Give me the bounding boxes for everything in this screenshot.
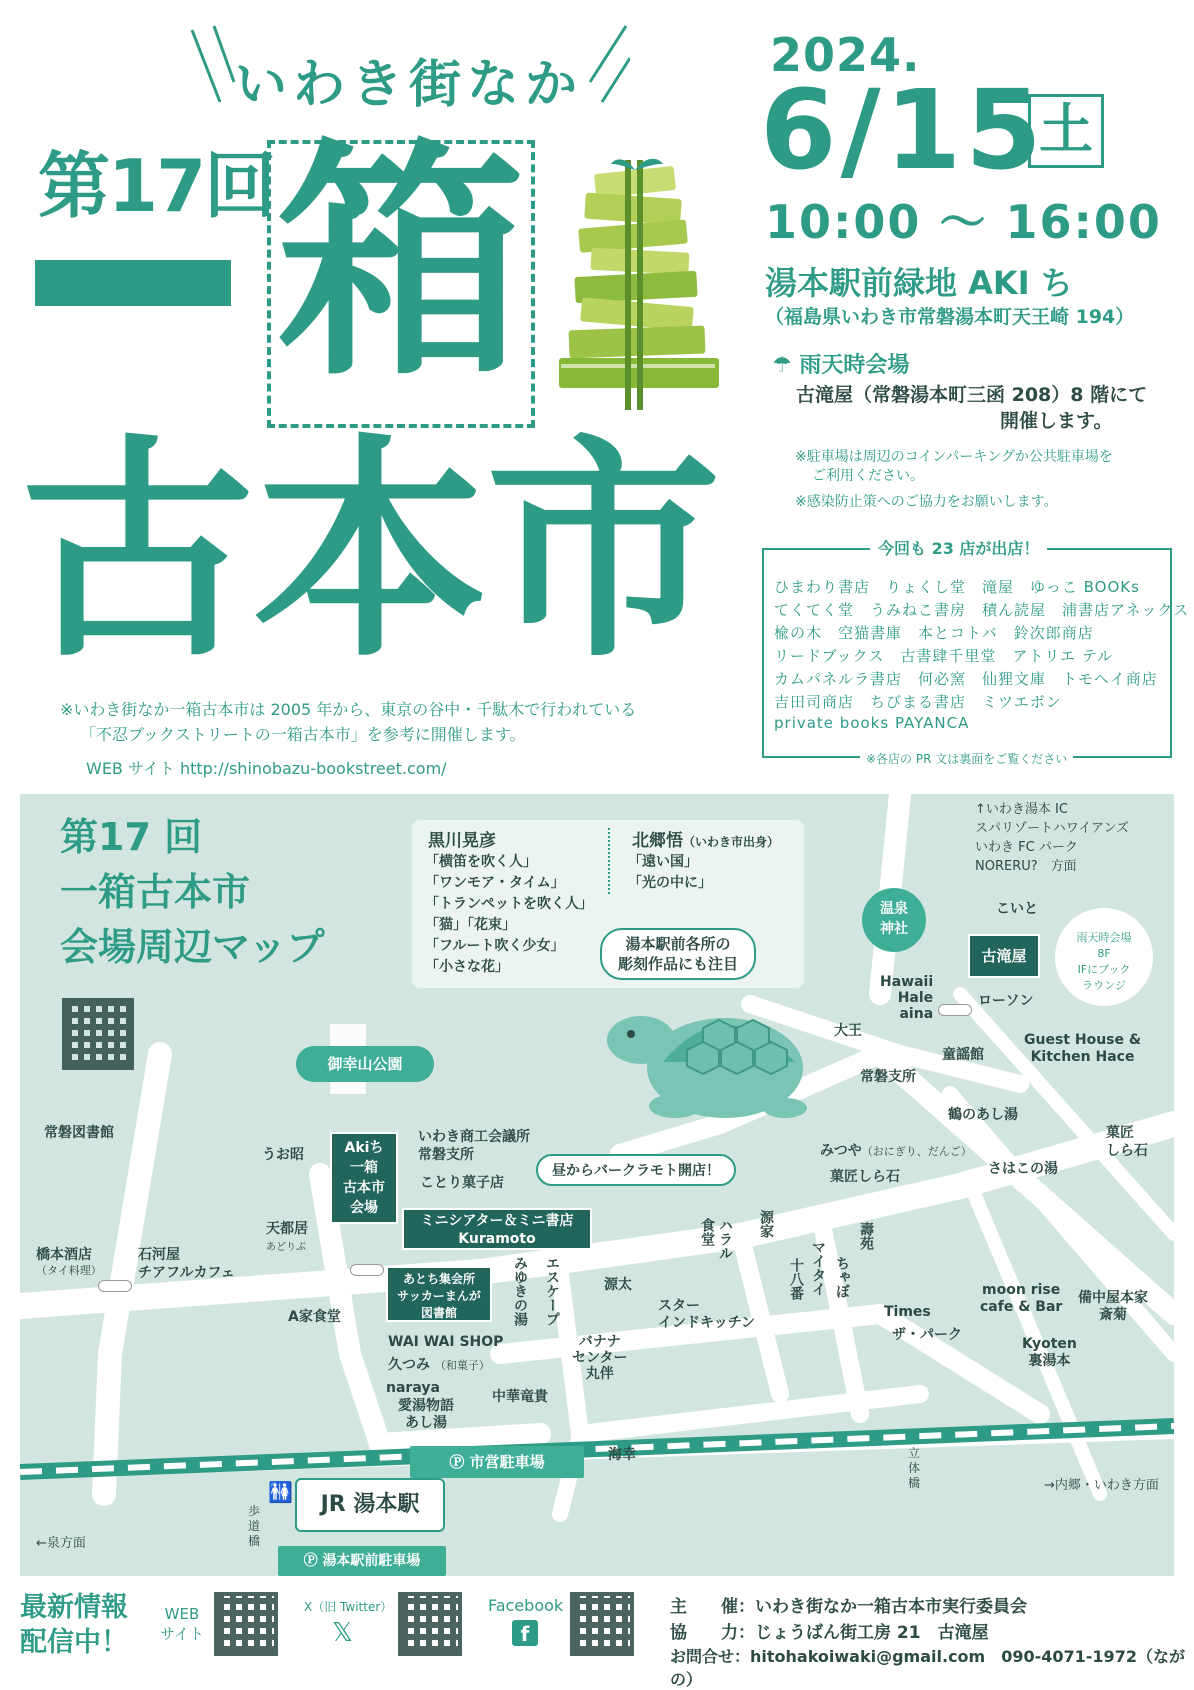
jr-yumoto-station: JR 湯本駅 bbox=[295, 1478, 445, 1532]
city-parking: Ⓟ 市営駐車場 bbox=[410, 1446, 584, 1478]
title-ichi-bar bbox=[35, 260, 231, 306]
map-label: 常磐図書館 bbox=[44, 1125, 114, 1141]
traffic-signal-icon bbox=[938, 1004, 972, 1016]
map-label: 立 体 橋 bbox=[908, 1446, 921, 1490]
x-label: X（旧 Twitter） bbox=[304, 1600, 393, 1614]
parking-note-2: ご利用ください。 bbox=[812, 468, 924, 484]
map-label: 海幸 bbox=[608, 1447, 636, 1463]
shop-list-title: 今回も 23 店が出店！ bbox=[870, 536, 1047, 559]
artist2-works: 「遠い国」 「光の中に」 bbox=[628, 854, 712, 891]
kotakiya-hotel: 古滝屋 bbox=[968, 934, 1040, 978]
event-time: 10:00 ～ 16:00 bbox=[765, 195, 1162, 249]
map-label: 石河屋 チアフルカフェ bbox=[138, 1247, 235, 1281]
rain-venue-circle: 雨天時会場 8F IFにブック ラウンジ bbox=[1055, 908, 1153, 1006]
shop-line: カムパネルラ書店 何必窯 仙狸文庫 トモヘイ商店 bbox=[774, 670, 1158, 688]
map-label: 大王 bbox=[834, 1023, 862, 1039]
map-label: マイタイ bbox=[810, 1240, 826, 1296]
map-label: ザ・パーク bbox=[892, 1327, 962, 1343]
artist1-works: 「横笛を吹く人」 「ワンモア・タイム」 「トランペットを吹く人」 「猫」「花束」 「フルート吹く少女」 「小さな花」 bbox=[425, 854, 593, 975]
intro-line1: ※いわき街なか一箱古本市は 2005 年から、東京の谷中・千駄木で行われている bbox=[60, 700, 637, 719]
map-label: ちゃぼ bbox=[834, 1256, 850, 1298]
parking-icon: Ⓟ bbox=[303, 1553, 318, 1569]
shop-line: ひまわり書店 りょくし堂 滝屋 ゆっこ BOOKs bbox=[774, 578, 1140, 596]
map-label: 壽苑 bbox=[858, 1222, 874, 1250]
map-label: Hawaii Hale aina bbox=[880, 974, 934, 1022]
miyukiyama-park: 御幸山公園 bbox=[296, 1046, 434, 1082]
map-label: ←泉方面 bbox=[36, 1536, 86, 1551]
map-label: 鶴のあし湯 bbox=[948, 1107, 1018, 1123]
traffic-signal-icon bbox=[98, 1280, 132, 1292]
map-label: 橋本酒店 bbox=[36, 1247, 92, 1263]
rain-venue-title: ☂ 雨天時会場 bbox=[772, 353, 910, 378]
news-heading: 最新情報 配信中！ bbox=[20, 1592, 128, 1659]
map-label: みゆきの湯 bbox=[512, 1256, 528, 1326]
map-label: ことり菓子店 bbox=[420, 1175, 504, 1191]
facebook-qr-code[interactable] bbox=[570, 1592, 634, 1656]
atochi-hall: あとち集会所 サッカーまんが 図書館 bbox=[386, 1266, 492, 1322]
edition-label: 第17回 bbox=[38, 144, 275, 228]
books-illustration bbox=[555, 150, 725, 415]
parking-icon: Ⓟ bbox=[449, 1453, 465, 1471]
map-label: バナナ センター 丸伴 bbox=[572, 1334, 628, 1382]
map-label: さはこの湯 bbox=[988, 1161, 1058, 1177]
map-label: 久つみ （和菓子） bbox=[388, 1357, 490, 1373]
map-label: 天都居 bbox=[266, 1221, 308, 1237]
artist-divider bbox=[608, 828, 610, 894]
catch-copy: いわき街なか bbox=[235, 55, 584, 115]
sponsor-credit: 主 催：いわき街なか一箱古本市実行委員会 bbox=[670, 1597, 1027, 1617]
map-label: うお昭 bbox=[262, 1147, 304, 1163]
x-icon[interactable]: 𝕏 bbox=[332, 1618, 353, 1648]
north-direction-note: ↑いわき湯本 IC スパリゾートハワイアンズ いわき FC パーク NORERU? 方面 bbox=[975, 802, 1130, 874]
title-furuhon: 古本市 bbox=[20, 416, 719, 689]
map-label: 源家 bbox=[758, 1210, 774, 1238]
map-label: いわき商工会議所 常磐支所 bbox=[418, 1129, 530, 1163]
umbrella-icon: ☂ bbox=[772, 353, 792, 378]
shop-list-footnote: ※各店の PR 文は裏面をご覧ください bbox=[860, 750, 1073, 767]
restroom-icon: 🚻 bbox=[268, 1480, 293, 1504]
facebook-icon[interactable]: f bbox=[512, 1620, 538, 1646]
event-address: （福島県いわき市常磐湯本町天王崎 194） bbox=[765, 306, 1135, 328]
x-qr-code[interactable] bbox=[398, 1592, 462, 1656]
map-label: WAI WAI SHOP bbox=[388, 1334, 504, 1350]
statue-bubble: 湯本駅前各所の 彫刻作品にも注目 bbox=[600, 928, 756, 980]
map-label: 童謡館 bbox=[942, 1047, 984, 1063]
map-label: スター インドキッチン bbox=[658, 1298, 756, 1331]
map-title: 第17 回 一箱古本市 会場周辺マップ bbox=[60, 815, 325, 970]
rain-venue-line1: 古滝屋（常磐湯本町三函 208）8 階にて bbox=[796, 384, 1148, 406]
map-label: naraya bbox=[386, 1380, 440, 1396]
contact-info[interactable]: お問合せ：hitohakoiwaki@gmail.com 090-4071-1972（ながの） bbox=[670, 1647, 1185, 1689]
map-label: Times bbox=[884, 1304, 931, 1320]
map-label: あどりぶ bbox=[266, 1242, 306, 1253]
shop-line: 吉田司商店 ちびまる書店 ミツエボン bbox=[774, 693, 1062, 711]
map-label: 愛湯物語 あし湯 bbox=[398, 1398, 454, 1431]
turtle-illustration bbox=[605, 998, 825, 1128]
event-date: 6/15 bbox=[760, 66, 1046, 194]
map-label: みつや（おにぎり、だんご） bbox=[820, 1143, 972, 1159]
map-label: 源太 bbox=[604, 1277, 632, 1293]
facebook-label: Facebook bbox=[488, 1596, 564, 1615]
bar-kuramoto-bubble: 昼からバークラモト開店！ bbox=[536, 1154, 736, 1186]
web-label: WEB サイト bbox=[160, 1605, 204, 1643]
map-label: 中華竜貴 bbox=[492, 1389, 548, 1405]
map-label: エスケープ bbox=[544, 1256, 560, 1326]
map-label: 十八番 bbox=[788, 1258, 804, 1300]
map-label: 備中屋本家 斎菊 bbox=[1078, 1290, 1148, 1323]
shop-line: リードブックス 古書肆千里堂 アトリエ テル bbox=[774, 647, 1114, 665]
map-label: →内郷・いわき方面 bbox=[1044, 1478, 1159, 1493]
shop-line: 楡の木 空猫書庫 本とコトバ 鈴次郎商店 bbox=[774, 624, 1094, 642]
artist1-name: 黒川晃彦 bbox=[428, 831, 496, 851]
map-label: （タイ料理） bbox=[36, 1264, 102, 1277]
event-weekday: 土 bbox=[1028, 94, 1104, 168]
map-label: ローソン bbox=[978, 993, 1034, 1009]
event-venue: 湯本駅前緑地 AKI ち bbox=[765, 264, 1073, 302]
map-label: こいと bbox=[996, 901, 1038, 917]
onsen-shrine: 温泉 神社 bbox=[862, 888, 926, 952]
map-label: 常磐支所 bbox=[860, 1069, 916, 1085]
map-label: ハラル 食堂 bbox=[699, 1218, 733, 1260]
parking-note: ※駐車場は周辺のコインパーキングか公共駐車場を bbox=[795, 449, 1113, 465]
artist2-name: 北郷悟（いわき市出身） bbox=[632, 831, 780, 851]
map-label: Guest House & Kitchen Hace bbox=[1024, 1032, 1142, 1065]
event-year: 2024. bbox=[770, 28, 921, 82]
cooperation-credit: 協 力：じょうばん街工房 21 古滝屋 bbox=[670, 1623, 989, 1643]
shop-line: てくてく堂 うみねこ書房 積ん読屋 浦書店アネックス bbox=[774, 601, 1190, 619]
map-qr-code[interactable] bbox=[62, 998, 134, 1070]
map-label: A家食堂 bbox=[288, 1309, 341, 1325]
website-link[interactable]: WEB サイト http://shinobazu-bookstreet.com/ bbox=[86, 759, 447, 778]
rain-venue-line2: 開催します。 bbox=[1000, 410, 1113, 432]
catch-decoration bbox=[190, 22, 630, 112]
infection-note: ※感染防止策へのご協力をお願いします。 bbox=[795, 494, 1058, 510]
map-label: 歩 道 橋 bbox=[248, 1504, 261, 1548]
akichi-venue[interactable]: Akiち 一箱 古本市 会場 bbox=[330, 1132, 398, 1224]
map-label: 菓匠 しら石 bbox=[1106, 1125, 1148, 1159]
map-label: moon rise cafe & Bar bbox=[980, 1282, 1063, 1315]
title-hako: 箱 bbox=[276, 118, 526, 409]
station-parking: Ⓟ 湯本駅前駐車場 bbox=[278, 1546, 446, 1576]
map-label: Kyoten 裏湯本 bbox=[1022, 1336, 1077, 1369]
map-label: 菓匠しら石 bbox=[830, 1169, 900, 1185]
web-qr-code[interactable] bbox=[214, 1592, 278, 1656]
kuramoto-minitheater: ミニシアター＆ミニ書店 Kuramoto bbox=[402, 1208, 592, 1250]
traffic-signal-icon bbox=[350, 1264, 384, 1276]
shop-line: private books PAYANCA bbox=[774, 714, 970, 732]
intro-line2: 「不忍ブックストリートの一箱古本市」を参考に開催します。 bbox=[80, 725, 526, 744]
